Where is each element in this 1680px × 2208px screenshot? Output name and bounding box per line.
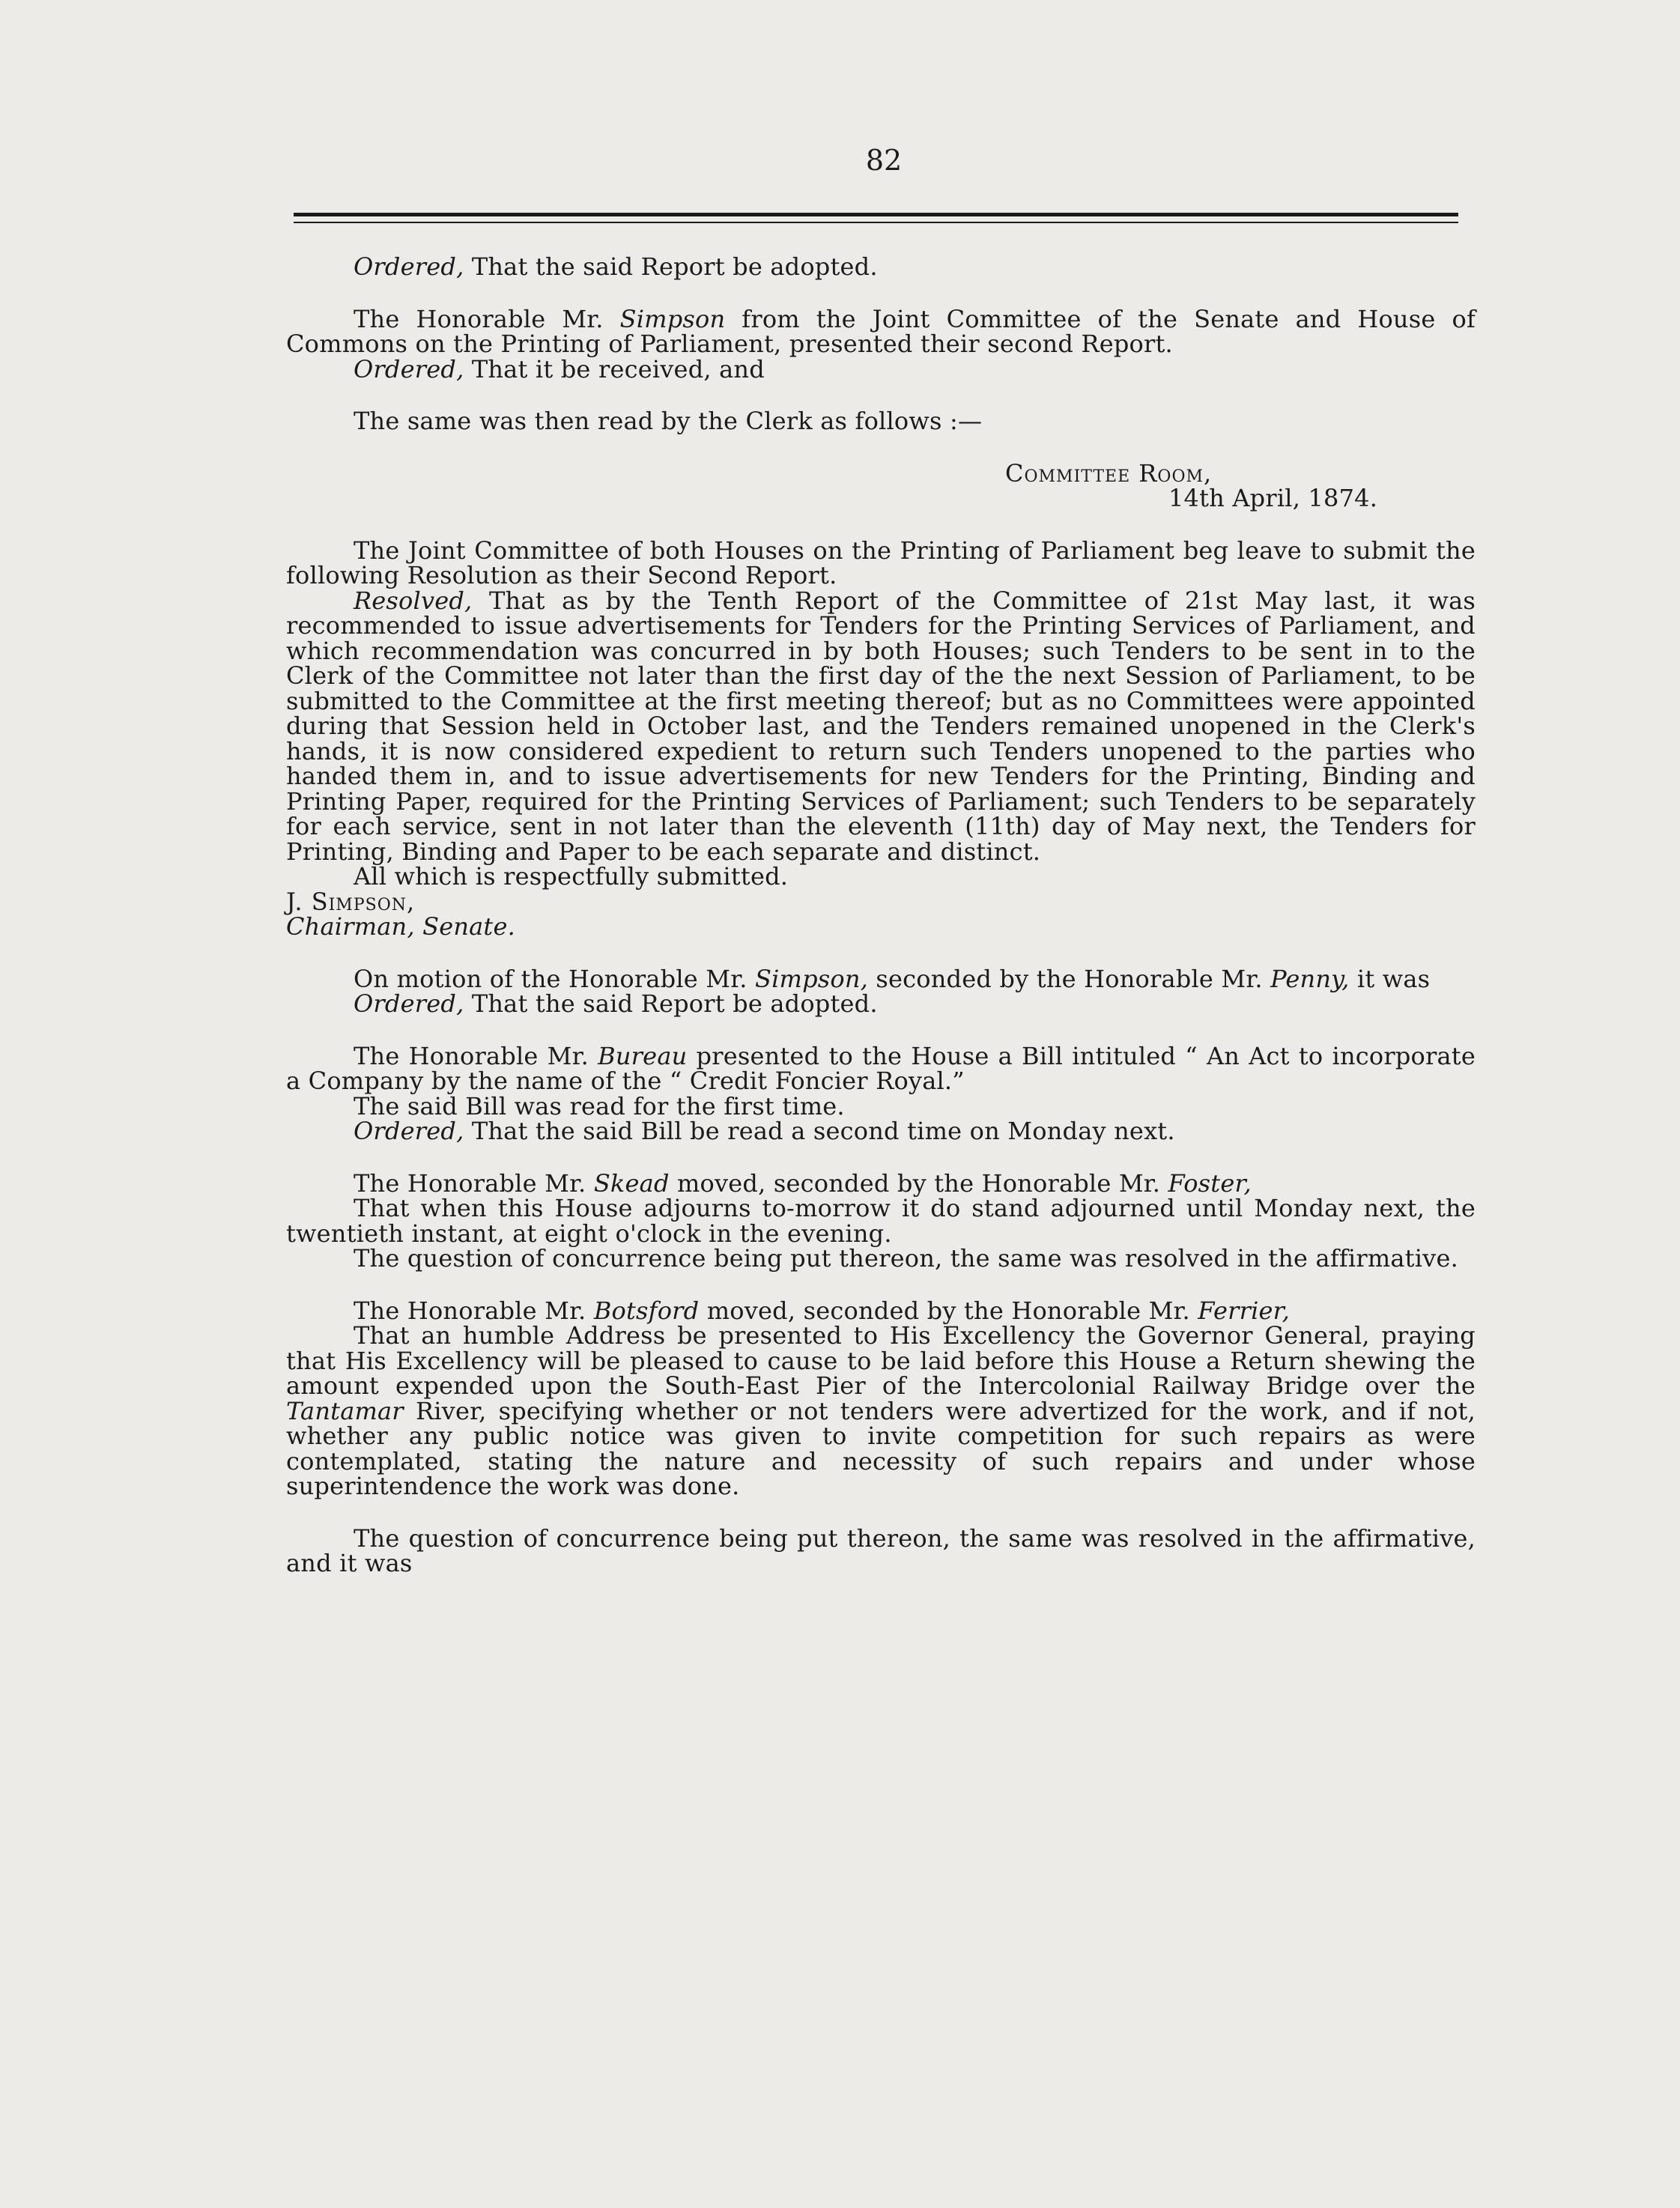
paragraph-bureau-bill [286,1041,1476,1095]
member-name: Ferrier, [1198,1296,1291,1325]
paragraph-text: River, specifying whether or not tenders were advertized for the work, and if not, whether any public notice was given to invite competition for such repairs as were contemplated, stating the nature and necessity of such repairs and under whose superintendence the work was done. [286,1396,1476,1500]
header-rule-thin [294,222,1458,223]
paragraph-adjournment [286,1196,1476,1246]
member-name: Botsford [593,1296,700,1325]
paragraph-text: That the said Report be adopted. [471,252,878,281]
place-name: Tantamar [286,1396,404,1425]
member-name: Foster, [1168,1168,1252,1198]
paragraph-text: The question of concurrence being put thereon, the same was resolved in the affirmative, and it was [286,1523,1476,1577]
paragraph-on-motion [286,964,1476,993]
member-name: Simpson [619,304,726,333]
member-name: Skead [593,1168,670,1198]
paragraph-text: presented to the House a Bill intituled “ An Act to incorporate a Company by the name of the “ Credit Foncier Royal.” [286,1041,1476,1095]
paragraph-text: it was [1349,964,1431,993]
signature-title: Chairman, Senate. [286,912,515,941]
paragraph-resolved [286,586,1476,866]
member-name: Simpson, [754,964,869,993]
paragraph-text: The Joint Committee of both Houses on the Printing of Parliament beg leave to submit the following Resolution as their Second Report. [286,536,1476,589]
paragraph-text: On motion of the Honorable Mr. [354,964,755,993]
paragraph-concurrence-2 [286,1523,1476,1577]
paragraph-respectfully-submitted [286,864,1476,890]
spacer [286,434,1476,461]
paragraph-text: The Honorable Mr. [354,1041,598,1070]
paragraph-text: moved, seconded by the Honorable Mr. [699,1296,1198,1325]
header-rule [294,213,1458,216]
paragraph-text: The same was then read by the Clerk as follows :— [354,407,983,435]
paragraph-text: from the Joint Committee of the Senate and House of Commons on the Printing of Parliament, presented their second Report. [286,304,1476,358]
paragraph-text: moved, seconded by the Honorable Mr. [669,1168,1168,1198]
paragraph-first-reading [286,1091,1476,1120]
ordered-label: Ordered, [354,354,464,383]
spacer [286,1144,1476,1171]
paragraph-joint-committee [286,536,1476,589]
paragraph-text: That it be received, and [464,354,765,383]
paragraph-humble-address [286,1323,1476,1499]
paragraph-text: The Honorable Mr. [354,304,620,333]
paragraph-read-by-clerk [286,409,1476,434]
spacer [286,382,1476,409]
paragraph-concurrence [286,1246,1476,1272]
paragraph-botsford-motion [286,1296,1476,1325]
spacer [286,1017,1476,1044]
spacer [286,1499,1476,1526]
paragraph-text: That when this House adjourns to-morrow it do stand adjourned until Monday next, the twentieth instant, at eight o'clock in the evening. [286,1194,1476,1248]
report-date: 14th April, 1874. [1168,484,1378,512]
member-name: Penny, [1270,964,1350,993]
ordered-label: Ordered, [354,989,464,1018]
ordered-label: Ordered, [354,252,464,281]
paragraph-text: That the said Bill be read a second time on Monday next. [464,1117,1175,1145]
paragraph-second-reading [286,1119,1476,1144]
paragraph-text: That the said Report be adopted. [464,989,878,1018]
paragraph-ordered-received [286,354,1476,383]
signature-name: J. Simpson, [286,887,416,916]
spacer [286,512,1476,539]
paragraph-text: seconded by the Honorable Mr. [868,964,1271,993]
paragraph-simpson-report [286,304,1476,358]
paragraph-text: The question of concurrence being put thereon, the same was resolved in the affirmative. [354,1244,1458,1273]
body-text [286,252,1476,1577]
committee-room: Committee Room, [1005,458,1213,488]
paragraph-text: The Honorable Mr. [354,1168,594,1198]
spacer [286,1272,1476,1299]
paragraph-text: All which is respectfully submitted. [354,862,789,891]
paragraph-text: That as by the Tenth Report of the Committee of 21st May last, it was recommended to issue advertisements for Tenders for the Printing Services of Parliament, and which recommendation was concurred in by both Houses; such Tenders to be sent in to the Clerk of the Committee not later than the first day of the the next Session of Parliament, to be submitted to the Committee at the first meeting thereof; but as no Committees were appointed during that Session held in October last, and the Tenders remained unopened in the Clerk's hands, it is now considered expedient to return such Tenders unopened to the parties who handed them in, and to issue advertisements for new Tenders for the Printing, Binding and Printing Paper, required for the Printing Services of Parliament; such Tenders to be separately for each service, sent in not later than the eleventh (11th) day of May next, the Tenders for Printing, Binding and Paper to be each separate and distinct. [286,586,1476,866]
paragraph-ordered-adopted-2 [286,989,1476,1018]
spacer [286,940,1476,967]
page-number: 82 [865,144,903,177]
ordered-label: Ordered, [354,1117,464,1145]
paragraph-skead-motion [286,1168,1476,1198]
paragraph-ordered-adopted [286,252,1476,281]
spacer [286,280,1476,307]
paragraph-text: The Honorable Mr. [354,1296,594,1325]
paragraph-text: That an humble Address be presented to His Excellency the Governor General, praying that His Excellency will be pleased to cause to be laid before this House a Return shewing the amount expended upon the South-East Pier of the Intercolonial Railway Bridge over the [286,1321,1476,1400]
paragraph-text: The said Bill was read for the first time. [354,1091,845,1120]
resolved-label: Resolved, [354,586,473,615]
member-name: Bureau [598,1041,688,1070]
